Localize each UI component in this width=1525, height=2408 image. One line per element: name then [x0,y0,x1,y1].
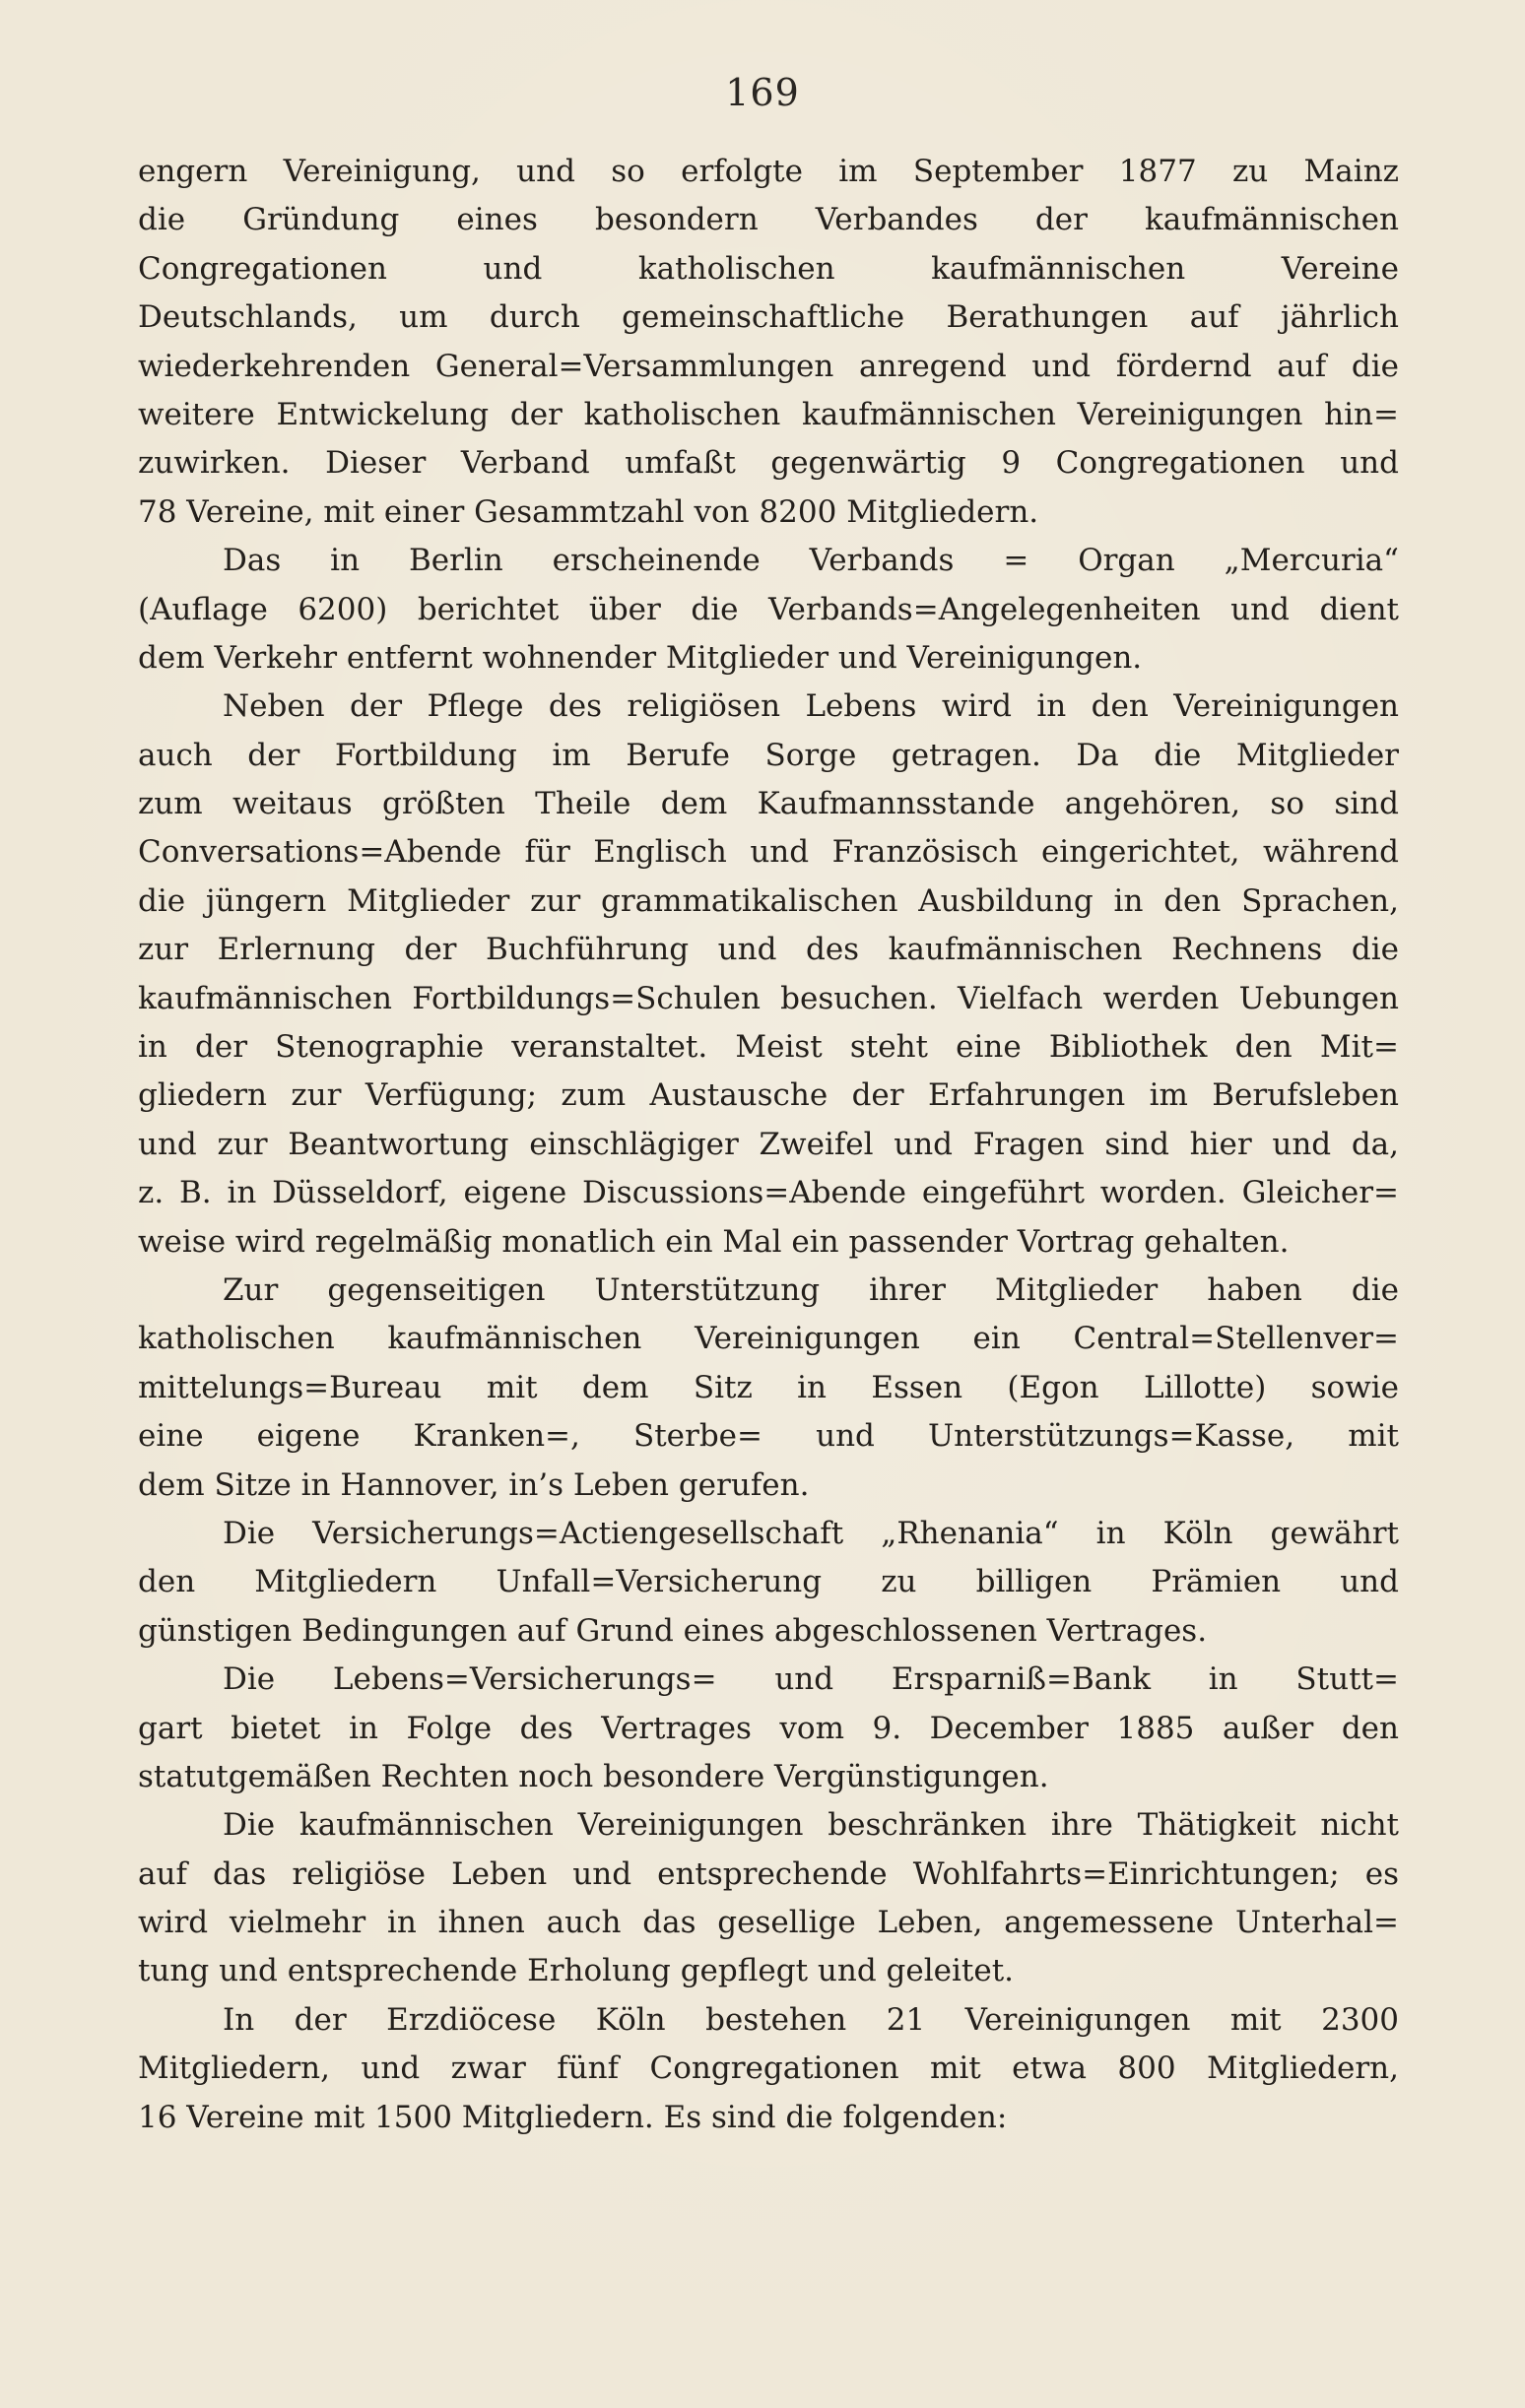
text-line: z. B. in Düsseldorf, eigene Discussions=Abende eingeführt worden. Gleicher= [138,1175,1399,1211]
text-line: günstigen Bedingungen auf Grund eines abgeschlossenen Vertrages. [138,1612,1208,1649]
text-line: dem Sitze in Hannover, in’s Leben gerufen. [138,1466,810,1503]
text-line: den Mitgliedern Unfall=Versicherung zu billigen Prämien und [138,1564,1399,1600]
body-text [138,148,1399,2142]
text-line: 16 Vereine mit 1500 Mitgliedern. Es sind die folgenden: [138,2099,1008,2135]
text-line: Zur gegenseitigen Unterstützung ihrer Mitglieder haben die [223,1271,1399,1308]
text-line: mittelungs=Bureau mit dem Sitz in Essen (Egon Lillotte) sowie [138,1369,1399,1405]
text-line: Die kaufmännischen Vereinigungen beschränken ihre Thätigkeit nicht [223,1807,1399,1844]
text-line: statutgemäßen Rechten noch besondere Vergünstigungen. [138,1758,1049,1794]
text-line: auch der Fortbildung im Berufe Sorge getragen. Da die Mitglieder [138,737,1399,773]
text-line: tung und entsprechende Erholung gepflegt und geleitet. [138,1953,1015,1989]
text-line: Mitgliedern, und zwar fünf Congregationen mit etwa 800 Mitgliedern, [138,2050,1399,2087]
text-line: auf das religiöse Leben und entsprechende Wohlfahrts=Einrichtungen; es [138,1855,1399,1892]
text-line: wiederkehrenden General=Versammlungen anregend und fördernd auf die [138,348,1399,384]
text-line: dem Verkehr entfernt wohnender Mitglieder und Vereinigungen. [138,639,1143,676]
text-line: Die Lebens=Versicherungs= und Ersparniß=Bank in Stutt= [223,1661,1399,1698]
text-line: katholischen kaufmännischen Vereinigungen ein Central=Stellenver= [138,1321,1399,1357]
text-line: 78 Vereine, mit einer Gesammtzahl von 8200 Mitgliedern. [138,493,1039,530]
text-line: Conversations=Abende für Englisch und Französisch eingerichtet, während [138,834,1399,871]
text-line: engern Vereinigung, und so erfolgte im September 1877 zu Mainz [138,154,1399,189]
text-line: zuwirken. Dieser Verband umfaßt gegenwärtig 9 Congregationen und [138,445,1399,482]
text-line: kaufmännischen Fortbildungs=Schulen besuchen. Vielfach werden Uebungen [138,980,1399,1016]
text-line: die Gründung eines besondern Verbandes der kaufmännischen [138,202,1399,238]
text-line: weise wird regelmäßig monatlich ein Mal ein passender Vortrag gehalten. [138,1223,1290,1260]
text-line: in der Stenographie veranstaltet. Meist steht eine Bibliothek den Mit= [138,1029,1399,1066]
text-line: gart bietet in Folge des Vertrages vom 9. December 1885 außer den [138,1710,1399,1746]
text-line: Die Versicherungs=Actiengesellschaft „Rhenania“ in Köln gewährt [223,1515,1399,1551]
text-line: Das in Berlin erscheinende Verbands = Organ „Mercuria“ [223,543,1399,579]
text-line: die jüngern Mitglieder zur grammatikalischen Ausbildung in den Sprachen, [138,882,1399,919]
text-line: wird vielmehr in ihnen auch das gesellige Leben, angemessene Unterhal= [138,1905,1399,1941]
text-line: Deutschlands, um durch gemeinschaftliche Berathungen auf jährlich [138,299,1399,336]
text-line: zum weitaus größten Theile dem Kaufmannsstande angehören, so sind [138,786,1399,822]
text-line: Congregationen und katholischen kaufmännischen Vereine [138,250,1399,287]
text-line: eine eigene Kranken=, Sterbe= und Unterstützungs=Kasse, mit [138,1418,1399,1455]
text-line: weitere Entwickelung der katholischen kaufmännischen Vereinigungen hin= [138,396,1399,432]
text-line: (Auflage 6200) berichtet über die Verbands=Angelegenheiten und dient [138,591,1399,627]
text-line: zur Erlernung der Buchführung und des kaufmännischen Rechnens die [138,932,1399,968]
text-line: gliedern zur Verfügung; zum Austausche der Erfahrungen im Berufsleben [138,1077,1399,1114]
text-line: Neben der Pflege des religiösen Lebens wird in den Vereinigungen [223,688,1399,725]
page-number: 169 [725,71,800,114]
text-line: In der Erzdiöcese Köln bestehen 21 Vereinigungen mit 2300 [223,2001,1399,2038]
text-line: und zur Beantwortung einschlägiger Zweifel und Fragen sind hier und da, [138,1126,1399,1162]
